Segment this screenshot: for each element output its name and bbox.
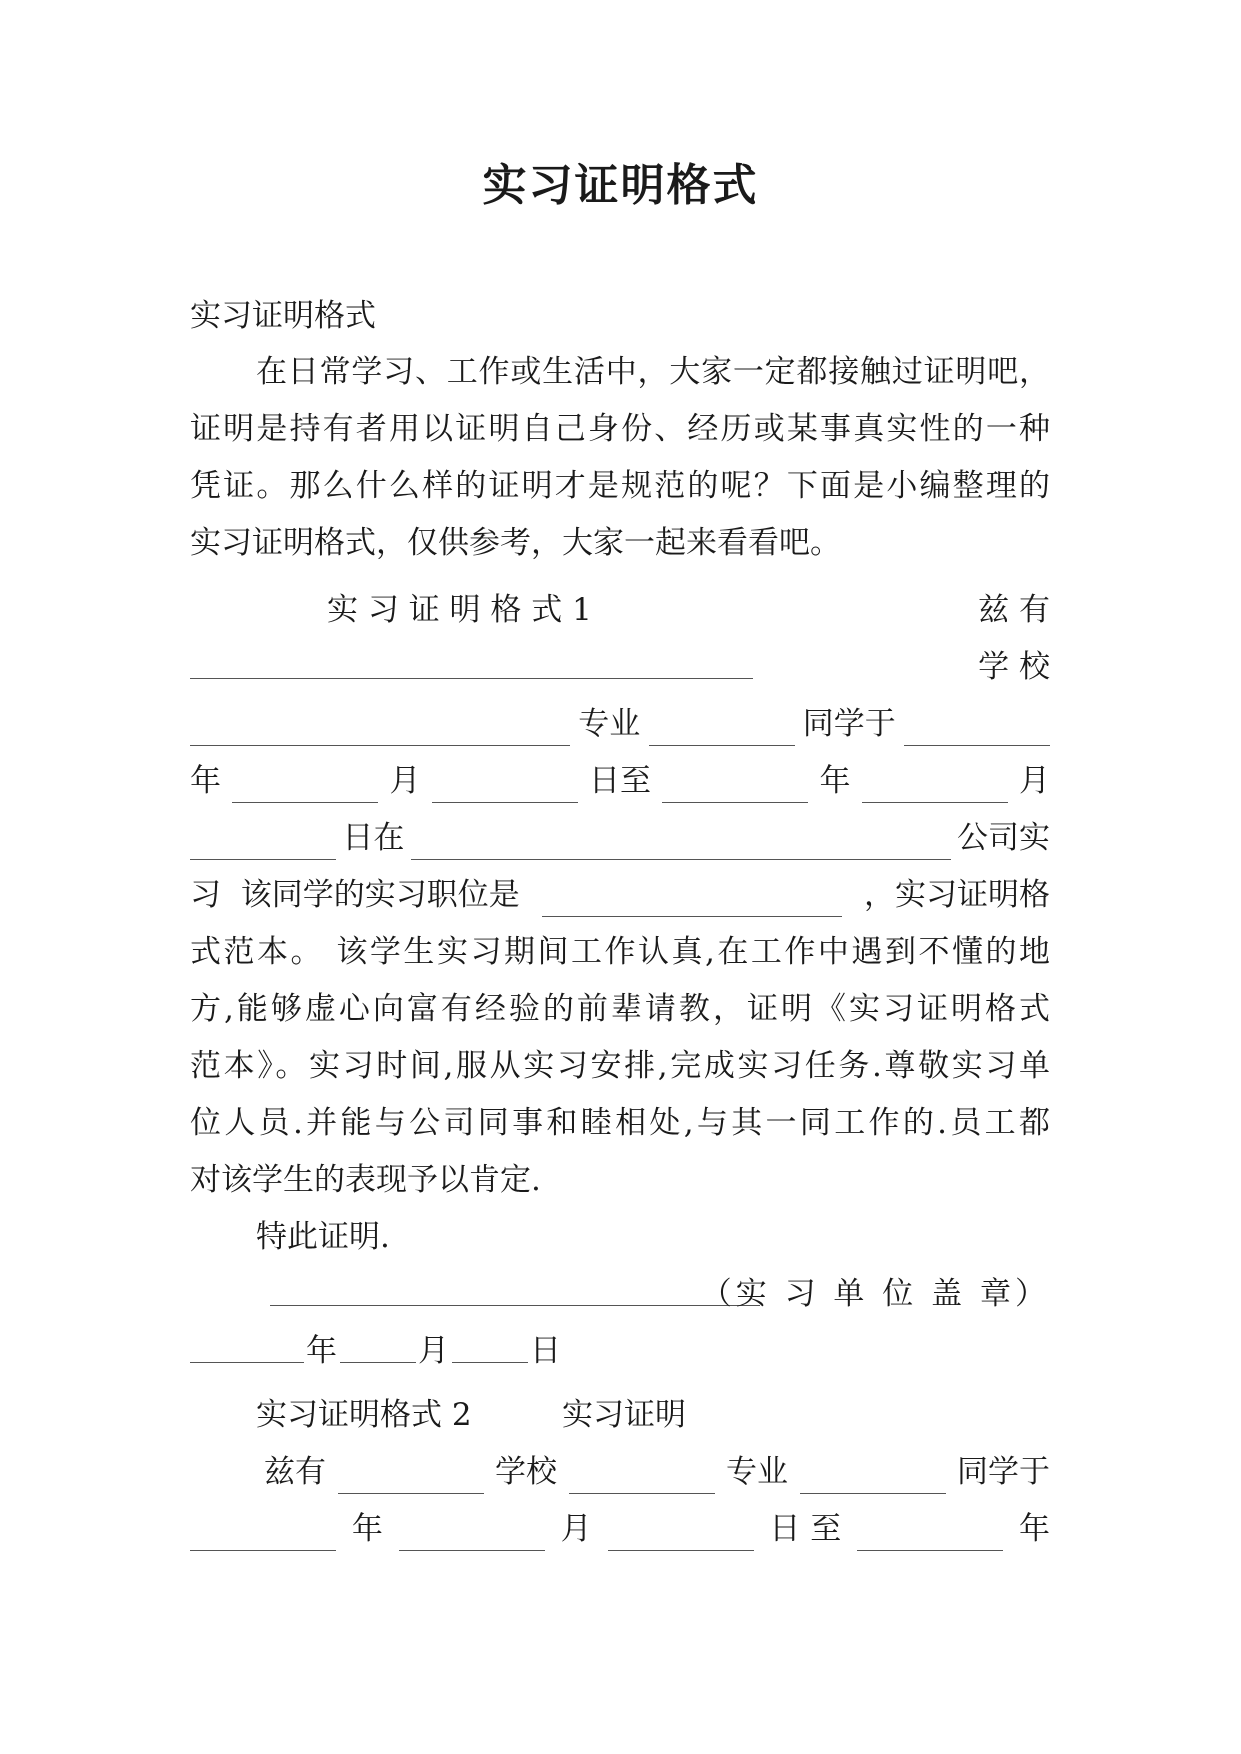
stamp-blank[interactable]: [270, 1275, 760, 1306]
sample2-school: 学校: [495, 1454, 557, 1490]
intro-line-3: 凭证。那么什么样的证明才是规范的呢？下面是小编整理的: [190, 468, 1050, 504]
sample2-major: 专业: [726, 1454, 788, 1490]
sample1-title-line: [190, 588, 1050, 632]
sample2-start-month-blank[interactable]: [399, 1520, 545, 1551]
sample1-closing: 特此证明.: [256, 1219, 390, 1255]
sample2-name-blank[interactable]: [338, 1463, 484, 1494]
sample1-position-line: [190, 873, 1050, 917]
sample2-title: 实习证明格式 2: [256, 1397, 472, 1433]
start-year-blank[interactable]: [904, 715, 1050, 746]
school-blank[interactable]: [190, 715, 570, 746]
sample1-body-2: 方,能够虚心向富有经验的前辈请教，证明《实习证明格式: [190, 991, 1050, 1027]
sample1-major: 专业: [578, 706, 641, 742]
sample1-sign-year: 年: [306, 1333, 337, 1369]
sample2-year: 年: [351, 1511, 383, 1547]
document-title: 实习证明格式: [482, 160, 759, 211]
intro-line-4: 实习证明格式，仅供参考，大家一起来看看吧。: [190, 525, 841, 561]
intro-line-1: 在日常学习、工作或生活中，大家一定都接触过证明吧，: [256, 354, 1050, 390]
sample1-day-at: 日在: [342, 820, 405, 856]
sample1-title: 实 习 证 明 格 式 1: [327, 592, 592, 628]
major-blank[interactable]: [649, 715, 795, 746]
sample1-body-4: 位人员.并能与公司同事和睦相处,与其一同工作的.员工都: [190, 1105, 1050, 1141]
sample2-major-line: [264, 1450, 1050, 1494]
sample1-date-line: [190, 759, 1050, 803]
sample2-end-year-blank[interactable]: [857, 1520, 1003, 1551]
sample1-body-5: 对该学生的表现予以肯定.: [190, 1162, 541, 1198]
intro-line-2: 证明是持有者用以证明自己身份、经历或某事真实性的一种: [190, 411, 1050, 447]
sample1-year-2: 年: [819, 763, 851, 799]
sample2-start-year-blank[interactable]: [190, 1520, 336, 1551]
position-blank[interactable]: [542, 886, 842, 917]
start-month-blank[interactable]: [232, 772, 378, 803]
end-day-blank[interactable]: [190, 829, 336, 860]
sample2-day-to: 日 至: [769, 1511, 842, 1547]
sign-month-blank[interactable]: [340, 1332, 416, 1363]
sample1-sign-day: 日: [530, 1333, 561, 1369]
name-blank[interactable]: [190, 648, 753, 679]
sample1-position-label: 习 该同学的实习职位是: [190, 877, 520, 913]
end-month-blank[interactable]: [862, 772, 1008, 803]
sample1-major-line: [190, 702, 1050, 746]
sample2-classmate-at: 同学于: [957, 1454, 1050, 1490]
sample1-company-intern: 公司实: [956, 820, 1050, 856]
sample2-start-day-blank[interactable]: [608, 1520, 754, 1551]
sample1-stamp-line: [270, 1272, 1050, 1316]
sample1-month-2: 月: [1019, 763, 1050, 799]
sample1-stamp: （实 习 单 位 盖 章）: [700, 1276, 1050, 1312]
end-year-blank[interactable]: [662, 772, 808, 803]
sample1-classmate-at: 同学于: [802, 706, 896, 742]
sample1-sign-month: 月: [418, 1333, 449, 1369]
sample1-year: 年: [190, 763, 221, 799]
sample1-day-to: 日至: [589, 763, 651, 799]
sample2-date-line: [190, 1507, 1050, 1551]
sample2-month: 月: [560, 1511, 592, 1547]
sign-day-blank[interactable]: [452, 1332, 528, 1363]
sample2-subtitle: 实习证明: [562, 1397, 686, 1433]
sign-year-blank[interactable]: [190, 1332, 304, 1363]
sample1-body-3: 范本》。实习时间,服从实习安排,完成实习任务.尊敬实习单: [190, 1048, 1050, 1084]
sample1-month: 月: [389, 763, 421, 799]
document-heading: 实习证明格式: [190, 298, 376, 334]
sample1-position-tail: ，实习证明格: [864, 877, 1050, 913]
company-blank[interactable]: [411, 829, 951, 860]
sample1-zi-you: 兹 有: [978, 592, 1050, 628]
sample2-major-blank[interactable]: [800, 1463, 946, 1494]
sample2-year-2: 年: [1018, 1511, 1050, 1547]
sample2-title-line: [256, 1393, 1050, 1437]
sample2-zi-you: 兹有: [264, 1454, 326, 1490]
sample1-body-1: 式范本。 该学生实习期间工作认真,在工作中遇到不懂的地: [190, 934, 1050, 970]
sample1-school-line: [190, 645, 1050, 689]
sample1-school: 学 校: [978, 649, 1050, 685]
sample1-date-sign-line: [190, 1329, 590, 1373]
sample2-school-blank[interactable]: [569, 1463, 715, 1494]
start-day-blank[interactable]: [432, 772, 578, 803]
sample1-company-line: [190, 816, 1050, 860]
